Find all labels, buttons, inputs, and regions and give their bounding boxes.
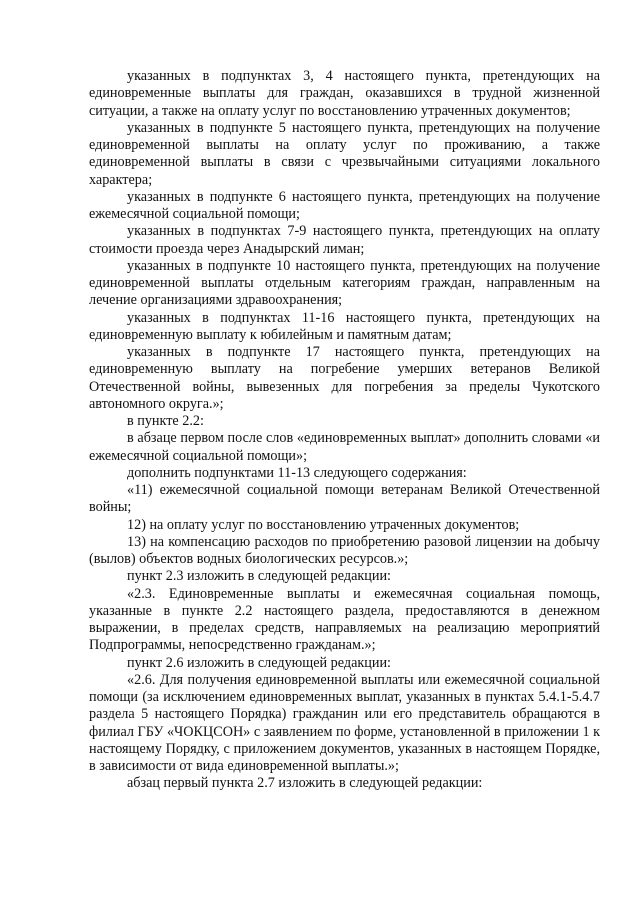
paragraph: в пункте 2.2:	[127, 413, 204, 429]
paragraph: указанных в подпунктах 11-16 настоящего пункта, претендующих на единовременную выплату к юбилейным и памятным датам;	[89, 309, 600, 343]
paragraph: указанных в подпункте 6 настоящего пункта, претендующих на получение ежемесячной социальной помощи;	[89, 188, 600, 222]
paragraph: указанных в подпункте 10 настоящего пункта, претендующих на получение единовременной выплаты отдельным категориям граждан, направленным на лечение организациями здравоохранения;	[89, 257, 600, 309]
paragraph: пункт 2.3 изложить в следующей редакции:	[127, 568, 391, 585]
paragraph: «2.6. Для получения единовременной выплаты или ежемесячной социальной помощи (за исключением единовременных выплат, указанных в пунктах 5.4.1-5.4.7 раздела 5 настоящего Порядка) гражданин или его представитель обращаются в филиал ГБУ «ЧОКЦСОН» с заявлением по форме, установленной в приложении 1 к настоящему Порядку, с приложением документов, указанных в настоящем Порядке, в зависимости от вида единовременной выплаты.»;	[89, 671, 600, 774]
paragraph: 12) на оплату услуг по восстановлению утраченных документов;	[127, 516, 520, 533]
paragraph: «2.3. Единовременные выплаты и ежемесячная социальная помощь, указанные в пункте 2.2 настоящего раздела, предоставляются в денежном выражении, в пределах средств, направляемых на реализацию мероприятий Подпрограммы, непосредственно гражданам.»;	[89, 585, 600, 654]
paragraph: дополнить подпунктами 11-13 следующего содержания:	[127, 464, 467, 481]
paragraph: указанных в подпункте 5 настоящего пункта, претендующих на получение единовременной выплаты на оплату услуг по проживанию, а также единовременной выплаты в связи с чрезвычайными ситуациями локального характера;	[89, 119, 600, 188]
paragraph: указанных в подпунктах 7-9 настоящего пункта, претендующих на оплату стоимости проезда через Анадырский лиман;	[89, 223, 600, 257]
paragraph: 13) на компенсацию расходов по приобретению разовой лицензии на добычу (вылов) объектов водных биологических ресурсов.»;	[89, 533, 600, 567]
paragraph: в абзаце первом после слов «единовременных выплат» дополнить словами «и ежемесячной социальной помощи»;	[89, 430, 600, 464]
paragraph: указанных в подпункте 17 настоящего пункта, претендующих на единовременную выплату на погребение умерших ветеранов Великой Отечественной войны, вывезенных для погребения за пределы Чукотского автономного округа.»;	[89, 344, 600, 412]
paragraph: указанных в подпунктах 3, 4 настоящего пункта, претендующих на единовременные выплаты для граждан, оказавшихся в трудной жизненной ситуации, а также на оплату услуг по восстановлению утраченных документов;	[89, 68, 600, 119]
document-page	[89, 68, 600, 793]
paragraph: пункт 2.6 изложить в следующей редакции:	[127, 654, 391, 671]
paragraph: «11) ежемесячной социальной помощи ветеранам Великой Отечественной войны;	[89, 482, 600, 516]
paragraph: абзац первый пункта 2.7 изложить в следующей редакции:	[127, 775, 483, 792]
